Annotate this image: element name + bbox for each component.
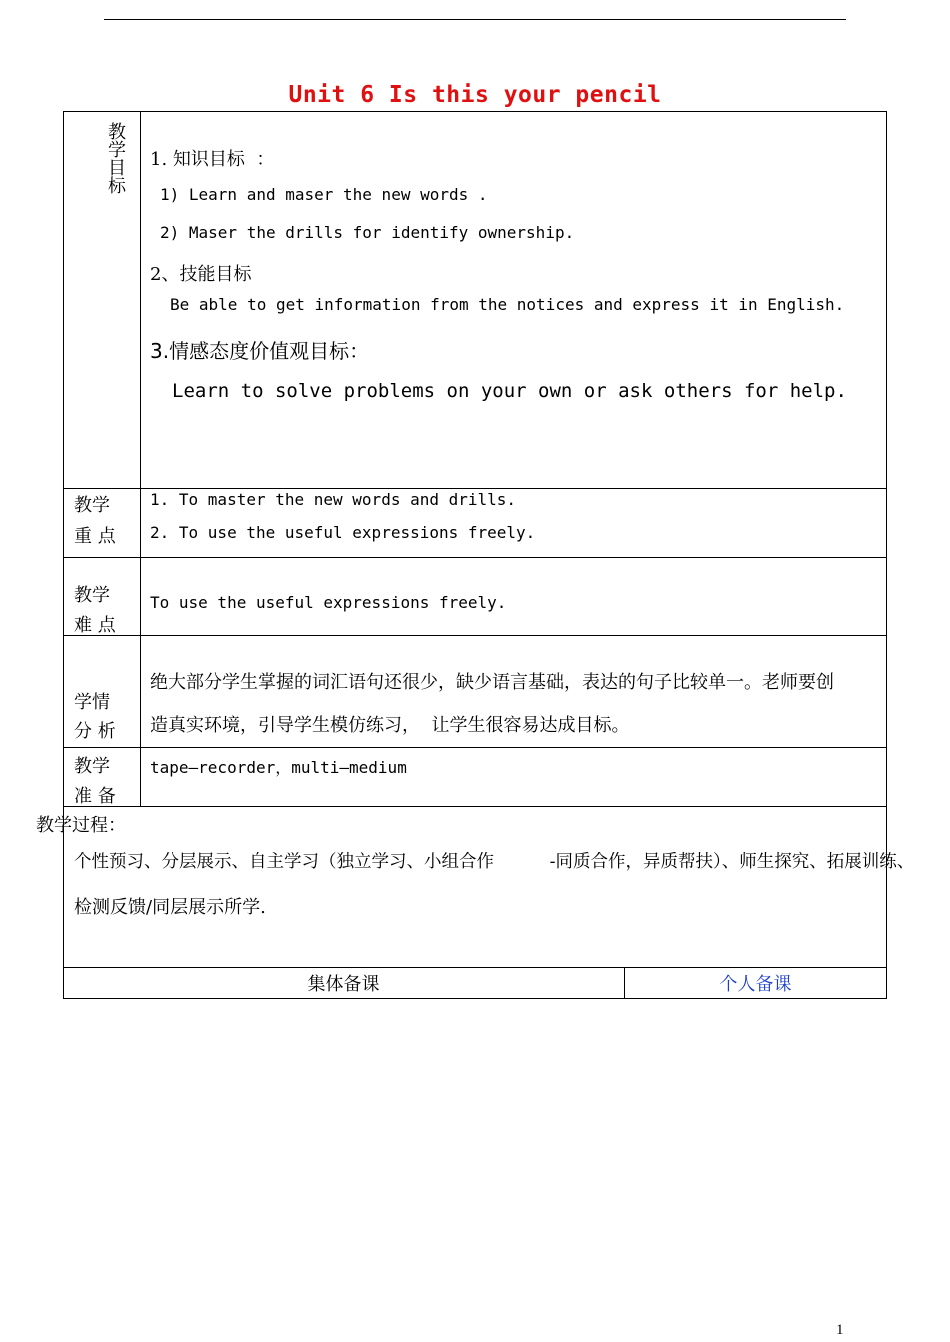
row-divider — [63, 747, 887, 748]
objectives-label: 教学目标 — [105, 122, 126, 194]
label-column-divider — [140, 111, 141, 807]
analysis-label-1: 学情 — [74, 692, 110, 713]
skill-objective-heading: 2、技能目标 — [150, 264, 252, 285]
preparation-label-1: 教学 — [74, 756, 110, 777]
process-label: 教学过程： — [36, 815, 126, 836]
skill-objective-text: Be able to get information from the notices and express it in English. — [170, 295, 845, 314]
row-divider — [63, 557, 887, 558]
row-divider — [63, 488, 887, 489]
row-divider — [63, 806, 887, 807]
key-points-label-2: 重 点 — [74, 526, 116, 547]
key-points-label-1: 教学 — [74, 495, 110, 516]
group-prep-header: 集体备课 — [307, 974, 380, 995]
preparation-text: tape—recorder，multi—medium — [150, 758, 407, 777]
analysis-label-2: 分 析 — [74, 721, 116, 742]
header-rule — [104, 19, 846, 20]
process-line-2: 检测反馈/同层展示所学. — [74, 897, 266, 918]
personal-prep-header: 个人备课 — [719, 974, 792, 995]
emotion-objective-heading: 3.情感态度价值观目标： — [150, 339, 370, 363]
knowledge-objective-heading: 1. 知识目标 ： — [150, 149, 275, 170]
process-line-1: 个性预习、分层展示、自主学习（独立学习、小组合作 -同质合作，异质帮扶）、师生探究、拓展训练、 — [74, 852, 915, 872]
emotion-objective-text: Learn to solve problems on your own or ask others for help. — [172, 380, 847, 402]
analysis-line-2: 造真实环境，引导学生模仿练习， 让学生很容易达成目标。 — [150, 715, 630, 736]
objective-item-1: 1) Learn and maser the new words . — [160, 185, 488, 204]
difficulties-label-1: 教学 — [74, 585, 110, 606]
row-divider — [63, 967, 887, 968]
row-divider — [63, 635, 887, 636]
difficulties-label-2: 难 点 — [74, 615, 116, 636]
page-title: Unit 6 Is this your pencil — [288, 82, 662, 108]
analysis-line-1: 绝大部分学生掌握的词汇语句还很少，缺少语言基础，表达的句子比较单一。老师要创 — [150, 672, 834, 693]
key-point-2: 2. To use the useful expressions freely. — [150, 523, 536, 542]
key-point-1: 1. To master the new words and drills. — [150, 490, 517, 509]
page-number: 1 — [836, 1322, 844, 1338]
preparation-label-2: 准 备 — [74, 786, 116, 807]
objective-item-2: 2) Maser the drills for identify ownership. — [160, 223, 575, 242]
difficulty-text: To use the useful expressions freely. — [150, 593, 507, 612]
